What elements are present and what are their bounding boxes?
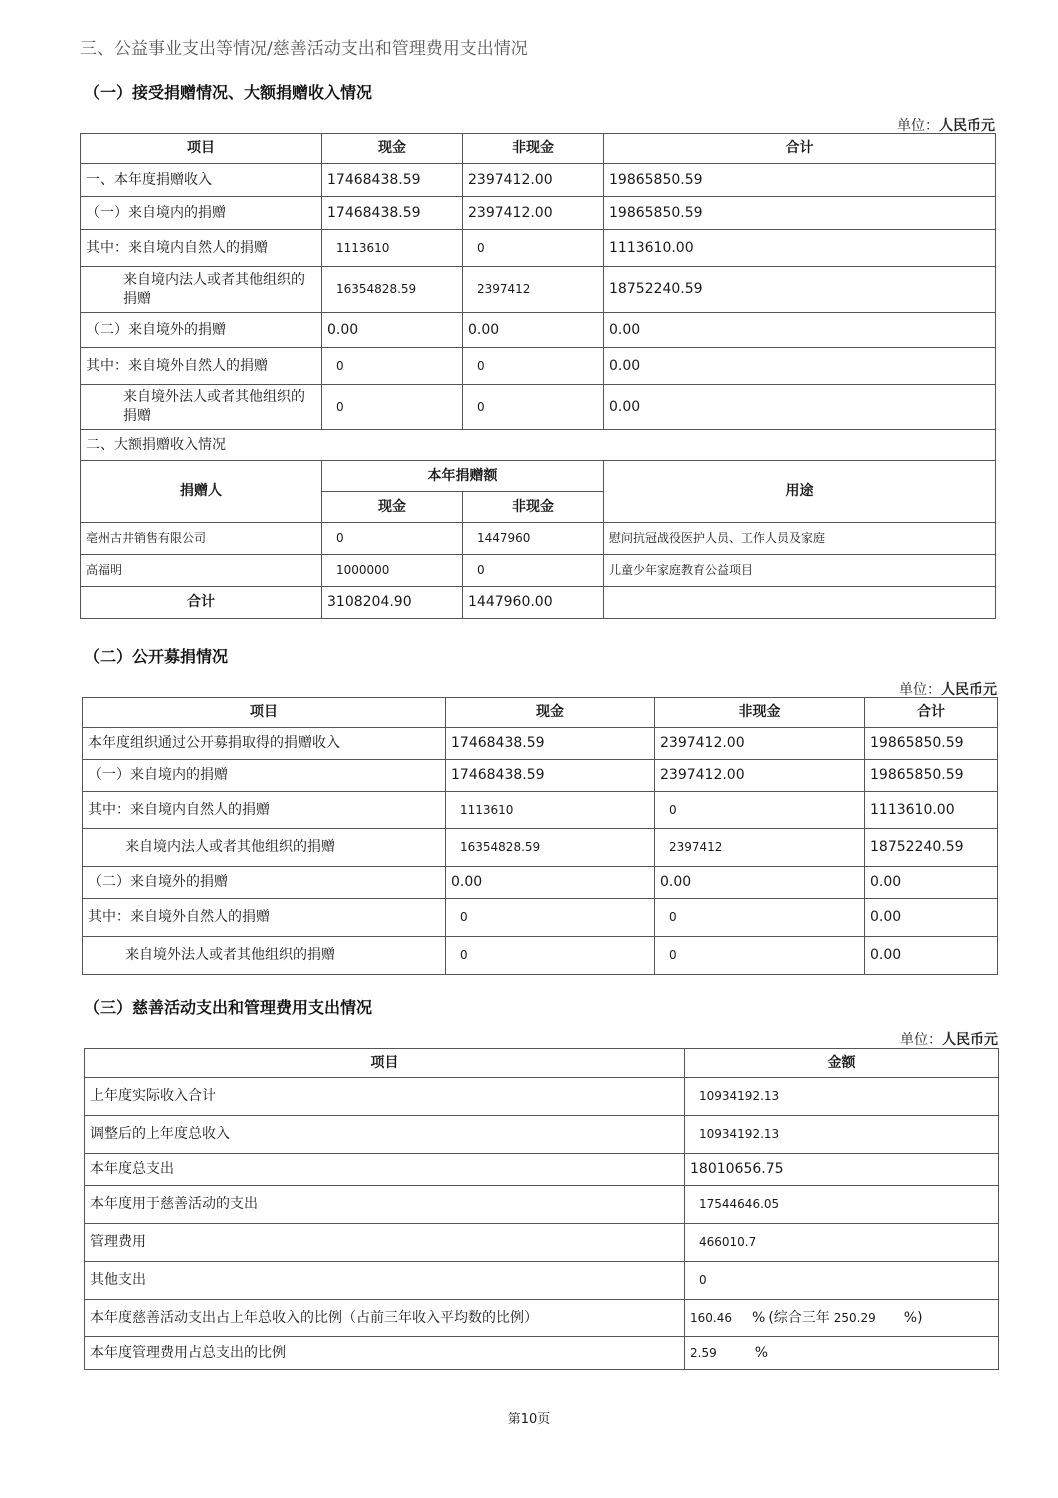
table-row xyxy=(81,197,996,230)
donation-table xyxy=(80,133,996,619)
row-label: 来自境外法人或者其他组织的捐赠 xyxy=(81,385,322,430)
row-label: （二）来自境外的捐赠 xyxy=(83,867,446,899)
cash-value: 0.00 xyxy=(446,867,655,899)
noncash-value: 2397412.00 xyxy=(463,197,604,230)
admin-ratio-label: 本年度管理费用占总支出的比例 xyxy=(85,1337,685,1370)
amount-value: 10934192.13 xyxy=(685,1078,999,1116)
table-row xyxy=(85,1186,999,1224)
amount-value: 10934192.13 xyxy=(685,1116,999,1154)
donation-use: 儿童少年家庭教育公益项目 xyxy=(604,555,996,587)
total-value: 0.00 xyxy=(604,348,996,385)
row-label: 本年度总支出 xyxy=(85,1154,685,1186)
total-value: 0.00 xyxy=(865,937,998,975)
cash-value: 1113610 xyxy=(446,792,655,829)
row-label: 来自境内法人或者其他组织的捐赠 xyxy=(83,829,446,867)
total-value: 19865850.59 xyxy=(604,197,996,230)
cash-value: 17468438.59 xyxy=(322,197,463,230)
col-header-donor: 捐赠人 xyxy=(81,461,322,523)
row-label: 本年度组织通过公开募捐取得的捐赠收入 xyxy=(83,728,446,760)
row-label: （二）来自境外的捐赠 xyxy=(81,313,322,348)
large-total-cash: 3108204.90 xyxy=(322,587,463,619)
section3-title: （三）慈善活动支出和管理费用支出情况 xyxy=(84,998,373,1017)
table-row xyxy=(83,728,998,760)
total-value: 19865850.59 xyxy=(865,760,998,792)
page-number: 第10页 xyxy=(507,1412,551,1427)
noncash-value: 0 xyxy=(655,792,865,829)
amount-value: 0 xyxy=(685,1262,999,1300)
cash-value: 16354828.59 xyxy=(322,267,463,313)
cash-value: 1113610 xyxy=(322,230,463,267)
cash-value: 17468438.59 xyxy=(446,728,655,760)
table-row xyxy=(83,899,998,937)
row-label: 本年度用于慈善活动的支出 xyxy=(85,1186,685,1224)
cash-value: 0 xyxy=(446,937,655,975)
row-label: 来自境内法人或者其他组织的捐赠 xyxy=(81,267,322,313)
page-heading: 三、公益事业支出等情况/慈善活动支出和管理费用支出情况 xyxy=(80,39,528,59)
donor-name: 亳州古井销售有限公司 xyxy=(81,523,322,555)
table-row xyxy=(83,760,998,792)
large-total-use xyxy=(604,587,996,619)
table-row xyxy=(85,1262,999,1300)
row-label: 调整后的上年度总收入 xyxy=(85,1116,685,1154)
section1-unit: 单位：人民币元 xyxy=(897,118,995,134)
table-row xyxy=(85,1078,999,1116)
col-header-item: 项目 xyxy=(85,1049,685,1078)
admin-ratio-value: 2.59 % xyxy=(685,1337,999,1370)
public-fundraising-table xyxy=(82,697,998,975)
noncash-value: 0 xyxy=(463,555,604,587)
charity-ratio-label: 本年度慈善活动支出占上年总收入的比例（占前三年收入平均数的比例） xyxy=(85,1300,685,1337)
amount-value: 466010.7 xyxy=(685,1224,999,1262)
col-header-total: 合计 xyxy=(865,698,998,728)
total-value: 0.00 xyxy=(604,313,996,348)
row-label: （一）来自境内的捐赠 xyxy=(83,760,446,792)
cash-value: 0 xyxy=(446,899,655,937)
section3-unit: 单位：人民币元 xyxy=(900,1032,998,1048)
col-header-noncash: 非现金 xyxy=(655,698,865,728)
charity-ratio-value: 160.46 % (综合三年 250.29 %) xyxy=(685,1300,999,1337)
total-value: 0.00 xyxy=(604,385,996,430)
table-row xyxy=(81,230,996,267)
cash-value: 17468438.59 xyxy=(446,760,655,792)
amount-value: 18010656.75 xyxy=(685,1154,999,1186)
table-row xyxy=(81,523,996,555)
total-value: 0.00 xyxy=(865,867,998,899)
expenditure-table xyxy=(84,1048,999,1370)
row-label: 其中：来自境外自然人的捐赠 xyxy=(83,899,446,937)
col-header-amount: 本年捐赠额 xyxy=(322,461,604,492)
table-row xyxy=(81,313,996,348)
row-label: 上年度实际收入合计 xyxy=(85,1078,685,1116)
cash-value: 0 xyxy=(322,523,463,555)
col-header-large-noncash: 非现金 xyxy=(463,492,604,523)
noncash-value: 0 xyxy=(655,937,865,975)
noncash-value: 2397412.00 xyxy=(655,760,865,792)
table-row xyxy=(81,385,996,430)
col-header-use: 用途 xyxy=(604,461,996,523)
noncash-value: 2397412.00 xyxy=(655,728,865,760)
row-label: 其中：来自境内自然人的捐赠 xyxy=(81,230,322,267)
donor-name: 高福明 xyxy=(81,555,322,587)
large-total-noncash: 1447960.00 xyxy=(463,587,604,619)
section2-title: （二）公开募捐情况 xyxy=(84,647,229,666)
total-value: 1113610.00 xyxy=(604,230,996,267)
table-row xyxy=(85,1224,999,1262)
table-row xyxy=(83,829,998,867)
total-value: 1113610.00 xyxy=(865,792,998,829)
total-value: 19865850.59 xyxy=(604,164,996,197)
col-header-item: 项目 xyxy=(83,698,446,728)
table-row xyxy=(85,1300,999,1337)
noncash-value: 0.00 xyxy=(655,867,865,899)
cash-value: 1000000 xyxy=(322,555,463,587)
noncash-value: 2397412 xyxy=(655,829,865,867)
large-donation-title: 二、大额捐赠收入情况 xyxy=(81,430,996,461)
table-row xyxy=(85,1154,999,1186)
row-label: 管理费用 xyxy=(85,1224,685,1262)
noncash-value: 2397412.00 xyxy=(463,164,604,197)
noncash-value: 0 xyxy=(463,348,604,385)
row-label: 一、本年度捐赠收入 xyxy=(81,164,322,197)
table-row xyxy=(83,937,998,975)
col-header-noncash: 非现金 xyxy=(463,134,604,164)
col-header-total: 合计 xyxy=(604,134,996,164)
col-header-large-cash: 现金 xyxy=(322,492,463,523)
col-header-cash: 现金 xyxy=(322,134,463,164)
col-header-amount: 金额 xyxy=(685,1049,999,1078)
total-value: 0.00 xyxy=(865,899,998,937)
donation-use: 慰问抗冠战役医护人员、工作人员及家庭 xyxy=(604,523,996,555)
table-row xyxy=(83,792,998,829)
noncash-value: 0 xyxy=(655,899,865,937)
table-row xyxy=(81,555,996,587)
amount-value: 17544646.05 xyxy=(685,1186,999,1224)
row-label: 其他支出 xyxy=(85,1262,685,1300)
table-row xyxy=(81,348,996,385)
cash-value: 0.00 xyxy=(322,313,463,348)
noncash-value: 2397412 xyxy=(463,267,604,313)
table-row xyxy=(81,164,996,197)
row-label: （一）来自境内的捐赠 xyxy=(81,197,322,230)
table-row xyxy=(85,1116,999,1154)
section1-title: （一）接受捐赠情况、大额捐赠收入情况 xyxy=(84,83,373,102)
row-label: 来自境外法人或者其他组织的捐赠 xyxy=(83,937,446,975)
section2-unit: 单位：人民币元 xyxy=(899,682,997,698)
cash-value: 17468438.59 xyxy=(322,164,463,197)
col-header-cash: 现金 xyxy=(446,698,655,728)
total-value: 18752240.59 xyxy=(604,267,996,313)
large-total-label: 合计 xyxy=(81,587,322,619)
cash-value: 0 xyxy=(322,348,463,385)
cash-value: 0 xyxy=(322,385,463,430)
noncash-value: 0 xyxy=(463,230,604,267)
col-header-item: 项目 xyxy=(81,134,322,164)
total-value: 18752240.59 xyxy=(865,829,998,867)
noncash-value: 0.00 xyxy=(463,313,604,348)
noncash-value: 0 xyxy=(463,385,604,430)
row-label: 其中：来自境内自然人的捐赠 xyxy=(83,792,446,829)
row-label: 其中：来自境外自然人的捐赠 xyxy=(81,348,322,385)
total-value: 19865850.59 xyxy=(865,728,998,760)
table-row xyxy=(81,267,996,313)
table-row xyxy=(85,1337,999,1370)
table-row xyxy=(83,867,998,899)
noncash-value: 1447960 xyxy=(463,523,604,555)
table-row xyxy=(81,587,996,619)
cash-value: 16354828.59 xyxy=(446,829,655,867)
